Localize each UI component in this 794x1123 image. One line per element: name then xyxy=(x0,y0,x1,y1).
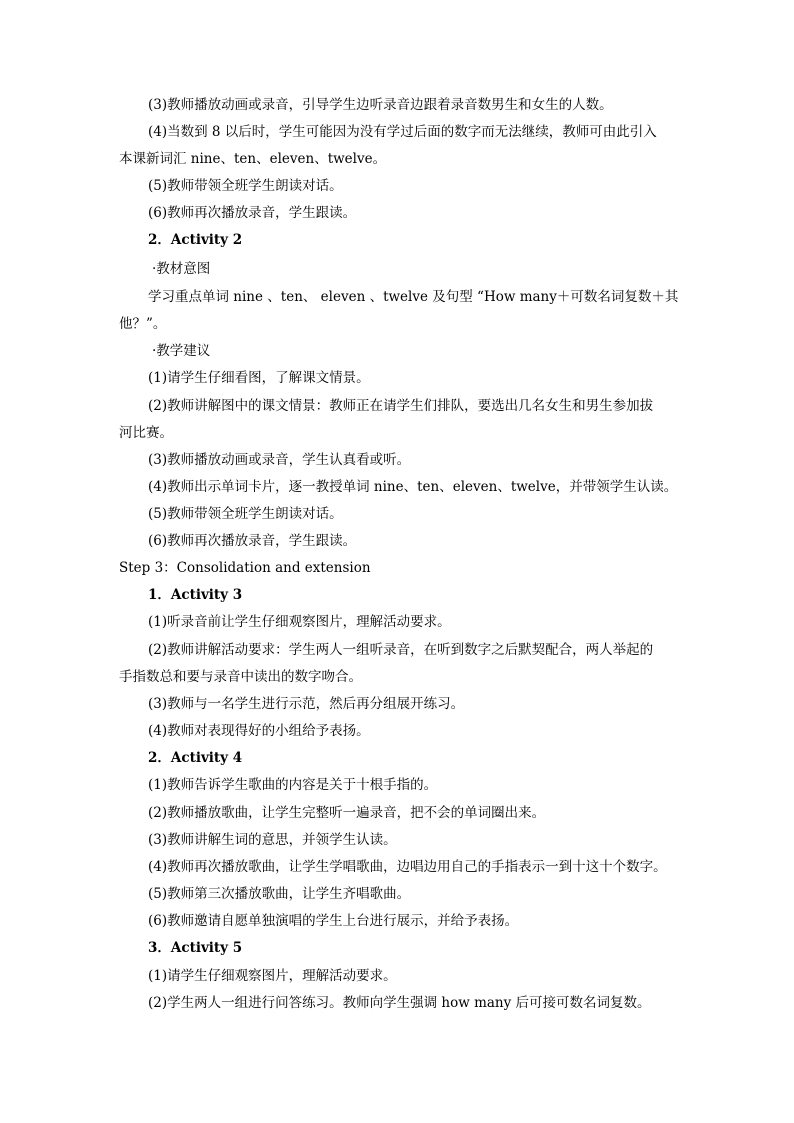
text-line: (3)教师与一名学生进行示范，然后再分组展开练习。 xyxy=(148,696,465,712)
section-heading: 2．Activity 4 xyxy=(148,750,243,766)
text-line: (2)教师讲解活动要求：学生两人一组听录音，在听到数字之后默契配合，两人举起的 xyxy=(148,642,654,658)
text-line: (1)教师告诉学生歌曲的内容是关于十根手指的。 xyxy=(148,777,438,793)
text-line: (3)教师播放动画或录音，学生认真看或听。 xyxy=(148,452,411,468)
text-line: 本课新词汇 nine、ten、eleven、twelve。 xyxy=(119,151,387,167)
text-line: (6)教师再次播放录音，学生跟读。 xyxy=(148,533,357,549)
subheading: ·教材意图 xyxy=(152,261,211,277)
text-line: (1)听录音前让学生仔细观察图片，理解活动要求。 xyxy=(148,614,451,630)
text-line: (3)教师播放动画或录音，引导学生边听录音边跟着录音数男生和女生的人数。 xyxy=(148,97,613,113)
text-line: (4)教师对表现得好的小组给予表扬。 xyxy=(148,723,370,739)
text-line: (4)当数到 8 以后时，学生可能因为没有学过后面的数字而无法继续，教师可由此引入 xyxy=(148,124,657,140)
text-line: (4)教师出示单词卡片，逐一教授单词 nine、ten、eleven、twelve，并带领学生认读。 xyxy=(148,479,678,495)
text-line: (3)教师讲解生词的意思，并领学生认读。 xyxy=(148,832,397,848)
text-line: 手指数总和要与录音中读出的数字吻合。 xyxy=(119,669,362,685)
section-heading: 1．Activity 3 xyxy=(148,587,243,603)
text-line: (2)教师讲解图中的课文情景：教师正在请学生们排队，要选出几名女生和男生参加拔 xyxy=(148,398,654,414)
subheading: ·教学建议 xyxy=(152,343,211,359)
text-line: (5)教师第三次播放歌曲，让学生齐唱歌曲。 xyxy=(148,886,411,902)
text-line: (6)教师再次播放录音，学生跟读。 xyxy=(148,205,357,221)
section-heading: 3．Activity 5 xyxy=(148,940,243,956)
section-heading: 2．Activity 2 xyxy=(148,232,243,248)
text-line: (2)教师播放歌曲，让学生完整听一遍录音，把不会的单词圈出来。 xyxy=(148,805,546,821)
text-line: (5)教师带领全班学生朗读对话。 xyxy=(148,178,343,194)
text-line: (2)学生两人一组进行问答练习。教师向学生强调 how many 后可接可数名词复数。 xyxy=(148,995,651,1011)
text-line: (1)请学生仔细看图，了解课文情景。 xyxy=(148,370,370,386)
text-line: 他？”。 xyxy=(119,316,167,332)
text-line: (1)请学生仔细观察图片，理解活动要求。 xyxy=(148,968,397,984)
text-line: 学习重点单词 nine 、ten、 eleven 、twelve 及句型 “How many＋可数名词复数＋其 xyxy=(148,289,679,305)
text-line: 河比赛。 xyxy=(119,425,173,441)
step-heading: Step 3：Consolidation and extension xyxy=(119,560,371,576)
text-line: (4)教师再次播放歌曲，让学生学唱歌曲，边唱边用自己的手指表示一到十这十个数字。 xyxy=(148,859,667,875)
text-line: (6)教师邀请自愿单独演唱的学生上台进行展示，并给予表扬。 xyxy=(148,913,519,929)
text-line: (5)教师带领全班学生朗读对话。 xyxy=(148,506,343,522)
